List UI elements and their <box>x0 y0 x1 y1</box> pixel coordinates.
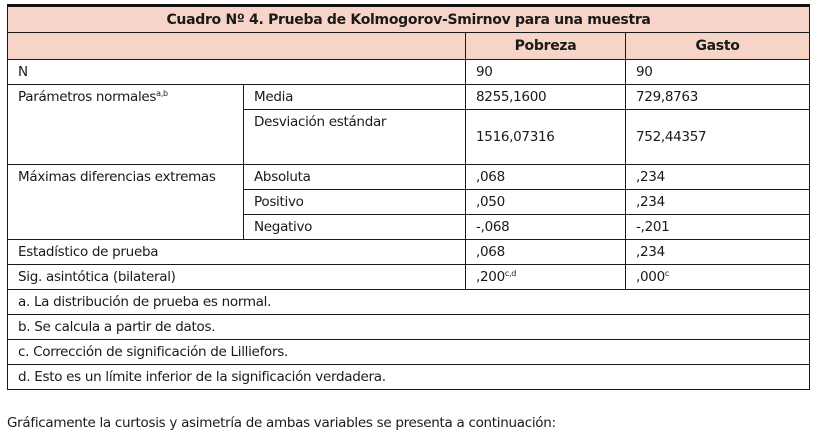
sub-label-negativo: Negativo <box>244 215 466 240</box>
footnote-row <box>8 340 810 365</box>
cell-pobreza: 8255,1600 <box>466 85 626 110</box>
cell-gasto: 729,8763 <box>626 85 810 110</box>
footnote-a: a. La distribución de prueba es normal. <box>8 290 810 315</box>
sig-pobreza-value: ,200 <box>476 269 505 285</box>
header-empty <box>8 33 466 60</box>
header-pobreza: Pobreza <box>466 33 626 60</box>
table-row-media <box>8 85 810 110</box>
parametros-label-text: Parámetros normales <box>18 89 157 105</box>
table-title: Cuadro Nº 4. Prueba de Kolmogorov-Smirnov para una muestra <box>8 6 810 33</box>
sig-gasto-superscript: c <box>664 269 669 278</box>
footnote-c: c. Corrección de significación de Lilliefors. <box>8 340 810 365</box>
footnote-row <box>8 315 810 340</box>
body-paragraph: Gráficamente la curtosis y asimetría de ambas variables se presenta a continuación: <box>7 414 556 431</box>
ks-test-table <box>7 4 810 390</box>
table-row-absoluta <box>8 165 810 190</box>
cell-gasto: ,234 <box>626 190 810 215</box>
table-title-row <box>8 6 810 33</box>
sub-label-desviacion: Desviación estándar <box>244 110 466 165</box>
cell-gasto: -,201 <box>626 215 810 240</box>
table-header-row <box>8 33 810 60</box>
sub-label-media: Media <box>244 85 466 110</box>
parametros-superscript: a,b <box>156 89 168 98</box>
row-label-maximas: Máximas diferencias extremas <box>8 165 244 240</box>
cell-pobreza: 1516,07316 <box>466 110 626 165</box>
footnote-b: b. Se calcula a partir de datos. <box>8 315 810 340</box>
table-row-estadistico <box>8 240 810 265</box>
cell-pobreza <box>466 265 626 290</box>
sub-label-absoluta: Absoluta <box>244 165 466 190</box>
cell-gasto: ,234 <box>626 165 810 190</box>
sub-label-positivo: Positivo <box>244 190 466 215</box>
cell-pobreza: ,068 <box>466 240 626 265</box>
footnote-row <box>8 365 810 390</box>
cell-gasto: 752,44357 <box>626 110 810 165</box>
sig-gasto-value: ,000 <box>636 269 665 285</box>
cell-pobreza: 90 <box>466 60 626 85</box>
cell-pobreza: ,068 <box>466 165 626 190</box>
cell-gasto <box>626 265 810 290</box>
table-row-sig <box>8 265 810 290</box>
row-label: Sig. asintótica (bilateral) <box>8 265 466 290</box>
sig-pobreza-superscript: c,d <box>504 269 516 278</box>
table-row-n <box>8 60 810 85</box>
row-label: Estadístico de prueba <box>8 240 466 265</box>
cell-pobreza: ,050 <box>466 190 626 215</box>
header-gasto: Gasto <box>626 33 810 60</box>
footnote-d: d. Esto es un límite inferior de la significación verdadera. <box>8 365 810 390</box>
cell-gasto: 90 <box>626 60 810 85</box>
row-label-parametros <box>8 85 244 165</box>
cell-pobreza: -,068 <box>466 215 626 240</box>
footnote-row <box>8 290 810 315</box>
cell-gasto: ,234 <box>626 240 810 265</box>
row-label: N <box>8 60 466 85</box>
